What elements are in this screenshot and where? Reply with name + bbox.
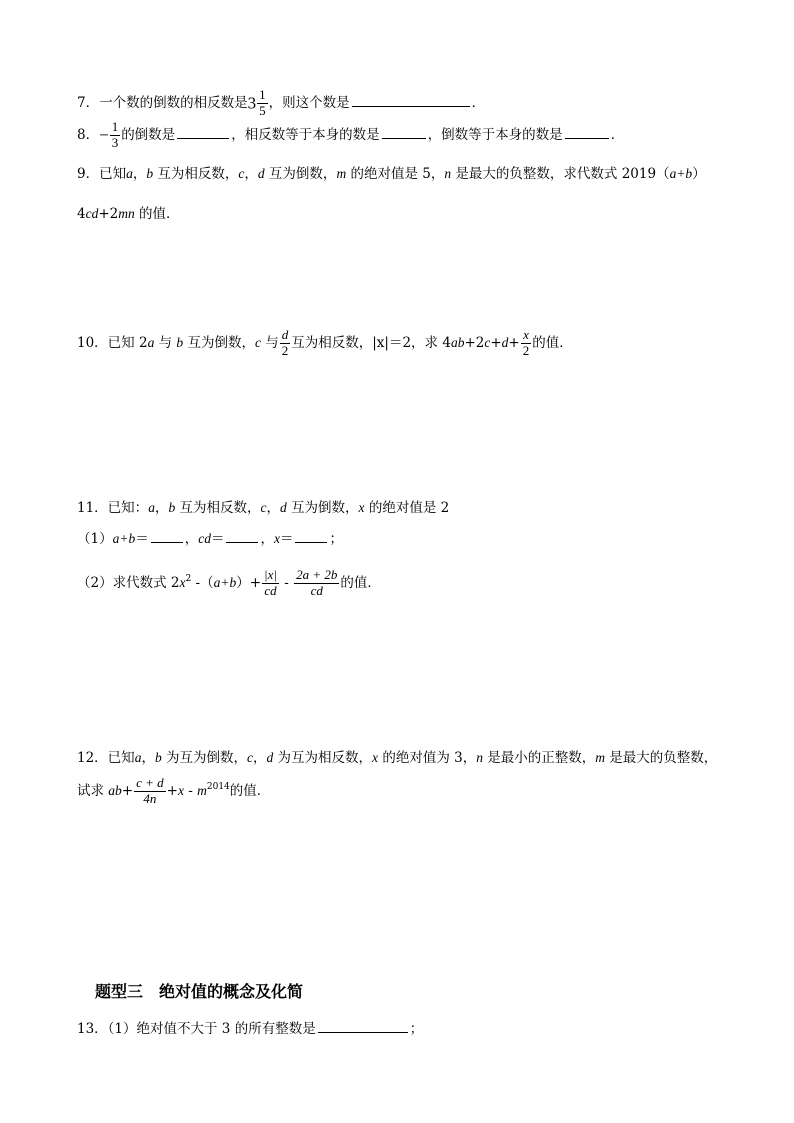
fraction: $\frac{1}{3}$ [111,119,119,150]
question-11-title: 11．已知：a，b 互为相反数，c，d 互为倒数，x 的绝对值是 2 [77,500,450,516]
answer-blank[interactable] [295,541,327,543]
answer-blank[interactable] [226,541,258,543]
fraction: $\frac{1}{5}$ [259,87,266,118]
question-11-part-2: （2）求代数式 $2x^2$ -（a+b）+ $\frac{|x|}{cd}$ - $\frac{2a + 2b}{cd}$ 的值． [77,567,381,598]
answer-blank[interactable] [151,541,183,543]
section-heading: 题型三 绝对值的概念及化简 [95,982,304,1001]
fraction-d-over-2: $\frac{d}{2}$ [281,327,289,358]
question-12-line-1: 12．已知a，b 为互为倒数，c，d 为互为相反数，x 的绝对值为 3，n 是最小的正整数，m 是最大的负整数， [77,750,718,766]
answer-blank[interactable] [352,105,470,107]
question-10: 10．已知 2a 与 b 互为倒数，c 与 $\frac{d}{2}$ 互为相反数，|x|＝2，求 4ab+2c+d+ $\frac{x}{2}$ 的值． [77,327,573,358]
question-8: 8．− $\frac{1}{3}$ 的倒数是 ，相反数等于本身的数是 ，倒数等于本身的数是 ． [77,119,625,150]
fraction-absx-over-cd: $\frac{|x|}{cd}$ [264,567,277,598]
question-7: 7．一个数的倒数的相反数是3 $\frac{1}{5}$ ，则这个数是 ． [77,87,486,118]
question-12-line-2: 试求 ab+ $\frac{c + d}{4n}$ $+x - m^{2014}$的值． [77,775,271,806]
answer-blank[interactable] [177,137,229,139]
fraction-2a2b-over-cd: $\frac{2a + 2b}{cd}$ [296,567,338,598]
answer-blank[interactable] [565,137,609,139]
question-9-line-2: 4cd+2mn 的值． [77,206,180,222]
answer-blank[interactable] [382,137,426,139]
question-13: 13．（1）绝对值不大于 3 的所有整数是 ； [77,1021,424,1037]
question-11-part-1: （1）a+b＝ ，cd＝ ，x＝ ； [77,531,343,547]
fraction-cd-over-4n: $\frac{c + d}{4n}$ [136,775,164,806]
mixed-number-whole: 3 [247,93,257,113]
fraction-x-over-2: $\frac{x}{2}$ [522,327,530,358]
answer-blank[interactable] [318,1031,408,1033]
question-9-line-1: 9．已知a，b 互为相反数，c，d 互为倒数，m 的绝对值是 5，n 是最大的负整数，求代数式 2019（a+b） [77,166,706,182]
